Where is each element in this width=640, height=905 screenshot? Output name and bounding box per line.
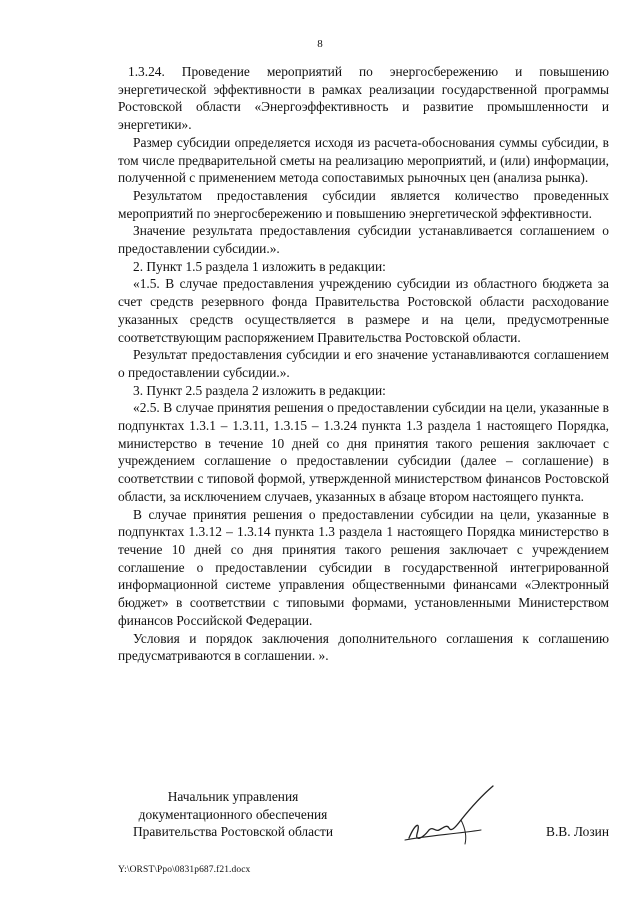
- document-body: [118, 63, 609, 665]
- signer-title-line: документационного обеспечения: [138, 806, 328, 822]
- paragraph: 3. Пункт 2.5 раздела 2 изложить в редакции:: [133, 382, 386, 398]
- signer-name: В.В. Лозин: [546, 824, 609, 839]
- signer-title-line: Начальник управления: [167, 789, 299, 804]
- handwritten-signature: [395, 780, 505, 852]
- signer-title: [118, 788, 348, 841]
- signature-block: [118, 788, 609, 848]
- paragraph: «2.5. В случае принятия решения о предоставлении субсидии на цели, указанные в подпунктах 1.3.1 – 1.3.11, 1.3.15 – 1.3.24 пункта 1.3 раздела 1 настоящего Порядка, министерство в течение 10 дней со дня принятия такого решения заключает с учреждением соглашение о предоставлении субсидии (далее – соглашение) в соответствии с типовой формой, утвержденной министерством финансов Ростовской области, за исключением случаев, указанных в абзаце втором настоящего пункта.: [118, 400, 609, 504]
- signer-title-line: Правительства Ростовской области: [132, 824, 334, 840]
- paragraph: Результатом предоставления субсидии является количество проведенных мероприятий по энергосбережению и повышению энергетической эффективности.: [118, 187, 609, 221]
- paragraph: В случае принятия решения о предоставлении субсидии на цели, указанные в подпунктах 1.3.12 – 1.3.14 пункта 1.3 раздела 1 настоящего Порядка министерство в течение 10 дней со дня принятия такого решения заключает с учреждением соглашение о предоставлении субсидии в государственной интегрированной информационной системе управления общественными финансами «Электронный бюджет» в соответствии с типовыми формами, установленными Министерством финансов Российской Федерации.: [118, 506, 609, 628]
- list-item-paragraph: 1.3.24. Проведение мероприятий по энергосбережению и повышению энергетической эффективности в рамках реализации государственной программы Ростовской области «Энергоэффективность и развитие промышленности и энергетики».: [118, 64, 609, 133]
- paragraph: 2. Пункт 1.5 раздела 1 изложить в редакции:: [133, 258, 386, 274]
- paragraph: «1.5. В случае предоставления учреждению субсидии из областного бюджета за счет средств резервного фонда Правительства Ростовской области расходование указанных средств осуществляется в размере и на цели, предусмотренные соответствующим распоряжением Правительства Ростовской области.: [118, 276, 609, 345]
- page-number: 8: [317, 38, 323, 50]
- file-path: Y:\ORST\Ppo\0831p687.f21.docx: [118, 865, 251, 875]
- paragraph: Результат предоставления субсидии и его значение устанавливаются соглашением о предоставлении субсидии.».: [118, 347, 609, 380]
- paragraph: Размер субсидии определяется исходя из расчета-обоснования суммы субсидии, в том числе предварительной сметы на реализацию мероприятий, и (или) информации, полученной с применением метода сопоставимых рыночных цен (анализа рынка).: [118, 134, 609, 186]
- paragraph: Условия и порядок заключения дополнительного соглашения к соглашению предусматриваются в соглашении. ».: [118, 630, 609, 664]
- paragraph: Значение результата предоставления субсидии устанавливается соглашением о предоставлении субсидии.».: [118, 223, 609, 257]
